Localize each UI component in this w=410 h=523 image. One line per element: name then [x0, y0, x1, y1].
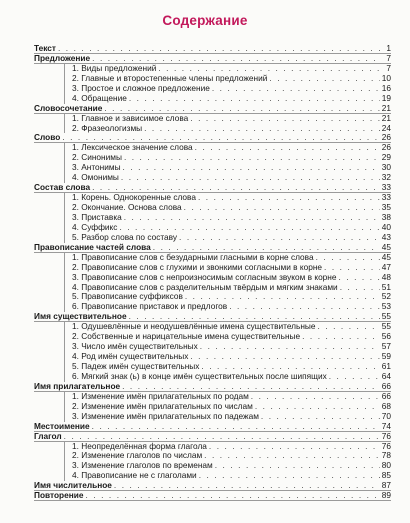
toc-page-number: 66 [381, 390, 391, 401]
dot-leader [179, 233, 380, 243]
dot-leader [255, 402, 380, 412]
toc-page-number: 74 [381, 420, 391, 431]
toc-page-number: 76 [381, 430, 391, 441]
toc-entry-label: Имя числительное [34, 480, 112, 491]
toc-entry-label: 1. Главное и зависимое слова [72, 112, 189, 123]
toc-entry-label: 2. Фразеологизмы [72, 122, 143, 133]
toc-entry-label: 1. Изменение имён прилагательных по родам [72, 390, 249, 401]
dot-leader [329, 372, 380, 382]
toc-entry-label: Словосочетание [34, 102, 103, 113]
toc-entry-label: Состав слова [34, 182, 91, 193]
toc-page-number: 53 [381, 301, 391, 312]
toc-entry-label: 4. Омонимы [72, 172, 119, 183]
toc-item-row [34, 114, 391, 124]
toc-entry-label: Местоимение [34, 420, 90, 431]
dot-leader [339, 273, 381, 283]
toc-page-number: 68 [381, 400, 391, 411]
toc-page-number: 78 [381, 450, 391, 461]
dot-leader [340, 283, 380, 293]
toc-page-number: 89 [381, 490, 391, 501]
table-of-contents [34, 44, 391, 501]
dot-leader [198, 193, 380, 203]
dot-leader [261, 412, 380, 422]
toc-entry-label: 2. Главные и второстепенные члены предложений [72, 72, 268, 83]
toc-page-number: 26 [381, 132, 391, 143]
dot-leader [64, 432, 380, 442]
toc-entry-label: Текст [34, 43, 56, 53]
toc-entry-label: Имя прилагательное [34, 380, 121, 391]
dot-leader [195, 143, 380, 153]
toc-entry-label: 4. Правописание слов с разделительным твёрдым и мягким знаками [72, 281, 338, 292]
toc-page-number: 85 [381, 470, 391, 481]
dot-leader [251, 392, 380, 402]
toc-entry-label: Имя существительное [34, 311, 127, 322]
toc-entry-label: 3. Правописание слов с непроизносимым согласным звуком в корне [72, 271, 337, 282]
dot-leader [129, 94, 380, 104]
toc-entry-label: 2. Собственные и нарицательные имена существительные [72, 331, 301, 342]
toc-entry-label: 1. Неопределённая форма глагола [72, 440, 207, 451]
toc-page-number: 55 [381, 321, 391, 332]
toc-page-number: 80 [381, 460, 391, 471]
toc-page-number: 45 [381, 251, 391, 262]
toc-page-number: 16 [381, 82, 391, 93]
toc-entry-label: 4. Обращение [72, 92, 127, 103]
toc-entry-label: 4. Правописание не с глаголами [72, 470, 197, 481]
toc-entry-label: 2. Изменение имён прилагательных по числам [72, 400, 253, 411]
dot-leader [124, 153, 380, 163]
toc-page-number: 40 [381, 221, 391, 232]
toc-entry-label: 2. Окончание. Основа слова [72, 202, 182, 212]
toc-entry-label: 3. Изменение имён прилагательных по падежам [72, 410, 259, 421]
toc-page-number: 56 [381, 331, 391, 342]
dot-leader [209, 442, 380, 452]
toc-entry-label: 1. Одушевлённые и неодушевлённые имена существительные [72, 321, 316, 332]
toc-entry-label: 1. Правописание слов с безударными гласными в корне слова [72, 251, 314, 262]
toc-page-number: 33 [381, 192, 391, 203]
toc-page-number: 55 [381, 311, 391, 322]
toc-page-number: 29 [381, 152, 391, 163]
dot-leader [302, 332, 380, 342]
toc-entry-label: 3. Изменение глаголов по временам [72, 460, 213, 471]
toc-entry-label: 4. Род имён существительных [72, 351, 189, 362]
toc-entry-label: 2. Изменение глаголов по числам [72, 450, 203, 461]
toc-page-number: 32 [381, 172, 391, 183]
dot-leader [200, 342, 380, 352]
toc-entry-label: 2. Правописание слов с глухими и звонкими согласными в корне [72, 261, 323, 272]
toc-entry-label: Правописание частей слова [34, 241, 151, 252]
dot-leader [317, 322, 380, 332]
toc-page-number: 64 [381, 370, 391, 381]
toc-page-number: 47 [381, 261, 391, 272]
toc-page-number: 35 [381, 202, 391, 212]
toc-section-row [34, 432, 391, 442]
toc-page-number: 59 [381, 351, 391, 362]
dot-leader [229, 302, 380, 312]
toc-entry-label: Слово [34, 132, 61, 143]
toc-page-number: 1 [386, 43, 391, 53]
toc-entry-label: 3. Число имён существительных [72, 341, 198, 352]
toc-entry-label: 5. Разбор слова по составу [72, 231, 178, 242]
page-title: Содержание [162, 13, 248, 28]
toc-entry-label: 2. Синонимы [72, 152, 122, 163]
toc-page-number: 26 [381, 142, 391, 153]
toc-section-row [34, 422, 391, 432]
toc-page-number: 76 [381, 440, 391, 451]
toc-page-number: 51 [381, 281, 391, 292]
toc-page-number: 87 [381, 480, 391, 491]
dot-leader [123, 163, 380, 173]
toc-entry-label: 6. Мягкий знак (ь) в конце имён существительных после шипящих [72, 370, 327, 381]
toc-page-number: 7 [386, 62, 391, 73]
dot-leader [184, 203, 380, 213]
toc-section-row [34, 491, 391, 501]
dot-leader [199, 471, 380, 481]
toc-entry-label: Предложение [34, 52, 91, 63]
dot-leader [204, 451, 380, 461]
toc-entry-label: 1. Корень. Однокоренные слова [72, 192, 196, 203]
toc-entry-label: 3. Антонимы [72, 162, 121, 173]
dot-leader [190, 114, 380, 124]
toc-page-number: 19 [381, 92, 391, 103]
dot-leader [58, 44, 380, 54]
toc-entry-label: 5. Падеж имён существительных [72, 361, 200, 371]
toc-page-number: 38 [381, 211, 391, 222]
toc-entry-label: 5. Правописание суффиксов [72, 291, 183, 302]
toc-page-number: 24 [381, 122, 391, 133]
toc-section-row [34, 481, 391, 491]
toc-entry-label: Глагол [34, 430, 62, 441]
toc-page-number: 52 [381, 291, 391, 302]
toc-page-number: 48 [381, 271, 391, 282]
toc-page-number: 45 [381, 241, 391, 252]
toc-page-number: 7 [386, 52, 391, 63]
toc-page-number: 61 [381, 361, 391, 371]
toc-item-row [34, 124, 391, 134]
dot-leader [144, 124, 380, 134]
dot-leader [316, 253, 380, 263]
toc-entry-label: 3. Приставка [72, 211, 122, 222]
toc-page-number: 57 [381, 341, 391, 352]
dot-leader [269, 74, 380, 84]
dot-leader [85, 491, 380, 501]
dot-leader [124, 213, 380, 223]
toc-page-number: 10 [381, 72, 391, 83]
dot-leader [121, 173, 380, 183]
toc-entry-label: Повторение [34, 490, 84, 501]
toc-page-number: 70 [381, 410, 391, 421]
toc-page-number: 66 [381, 380, 391, 391]
toc-page-number: 33 [381, 182, 391, 193]
dot-leader [190, 352, 380, 362]
toc-entry-label: 6. Правописание приставок и предлогов [72, 301, 228, 312]
toc-page-number: 30 [381, 162, 391, 173]
dot-leader [212, 84, 380, 94]
toc-page-number: 43 [381, 231, 391, 242]
toc-entry-label: 1. Лексическое значение слова [72, 142, 193, 153]
toc-entry-label: 3. Простое и сложное предложение [72, 82, 210, 93]
toc-page-number: 21 [381, 112, 391, 123]
toc-entry-label: 4. Суффикс [72, 221, 118, 232]
dot-leader [114, 481, 380, 491]
toc-page-number: 21 [381, 102, 391, 113]
dot-leader [215, 461, 380, 471]
toc-item-row [34, 273, 391, 283]
toc-entry-label: 1. Виды предложений [72, 62, 157, 73]
dot-leader [92, 422, 380, 432]
